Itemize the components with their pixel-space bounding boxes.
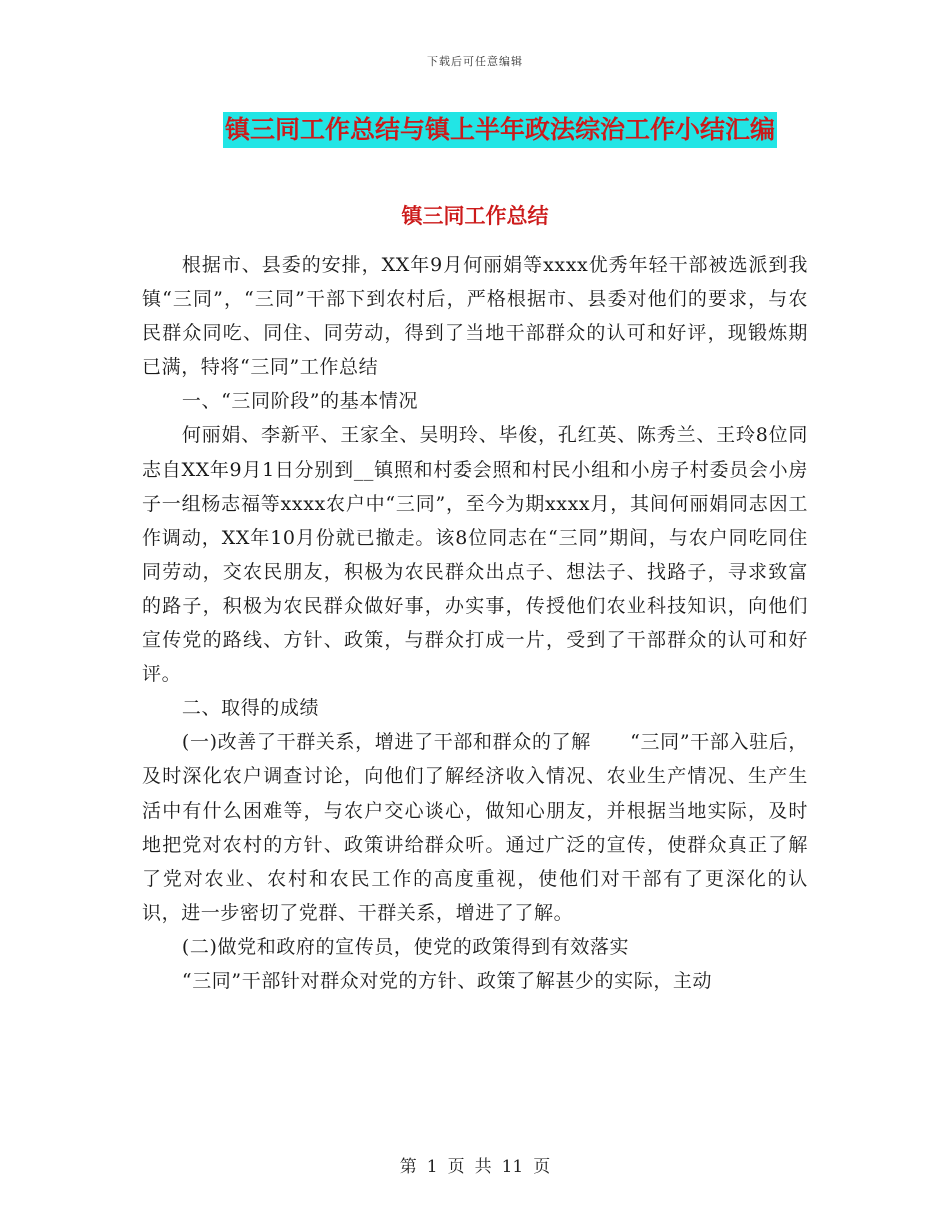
subheading-propaganda: (二)做党和政府的宣传员，使党的政策得到有效落实 <box>181 935 630 958</box>
footer-total-prefix: 共 <box>474 1157 492 1177</box>
document-title: 镇三同工作总结与镇上半年政法综治工作小结汇编 <box>223 112 777 148</box>
heading-achievements: 二、取得的成绩 <box>181 697 320 720</box>
page-number: 1 <box>426 1157 438 1177</box>
section-title: 镇三同工作总结 <box>401 204 549 228</box>
document-body <box>142 248 808 998</box>
heading-basic-situation: 一、“三同阶段”的基本情况 <box>181 390 419 413</box>
page-footer <box>0 1152 950 1177</box>
page-header-note: 下载后可任意编辑 <box>427 55 523 68</box>
document-title-container <box>0 112 950 148</box>
footer-mid: 页 <box>447 1157 465 1177</box>
page-total: 11 <box>501 1157 524 1177</box>
footer-prefix: 第 <box>399 1157 417 1177</box>
paragraph: 何丽娟、李新平、王家全、吴明玲、毕俊，孔红英、陈秀兰、王玲8位同志自XX年9月1日分别到__镇照和村委会照和村民小组和小房子村委员会小房子一组杨志福等xxxx农户中“三同”，至今为期xxxx月，其间何丽娟同志因工作调动，XX年10月份就已撤走。该8位同志在“三同”期间，与农户同吃同住同劳动，交农民朋友，积极为农民群众出点子、想法子、找路子，寻求致富的路子，积极为农民群众做好事，办实事，传授他们农业科技知识，向他们宣传党的路线、方针、政策，与群众打成一片，受到了干部群众的认可和好评。 <box>142 424 808 686</box>
paragraph: 根据市、县委的安排，XX年9月何丽娟等xxxx优秀年轻干部被选派到我镇“三同”，“三同”干部下到农村后，严格根据市、县委对他们的要求，与农民群众同吃、同住、同劳动，得到了当地干部群众的认可和好评，现锻炼期已满，特将“三同”工作总结 <box>142 254 808 379</box>
footer-suffix: 页 <box>533 1157 551 1177</box>
paragraph: “三同”干部针对群众对党的方针、政策了解甚少的实际，主动 <box>181 969 713 992</box>
paragraph: (一)改善了干群关系，增进了干部和群众的了解 “三同”干部入驻后，及时深化农户调查讨论，向他们了解经济收入情况、农业生产情况、生产生活中有什么困难等，与农户交心谈心，做知心朋友，并根据当地实际，及时地把党对农村的方针、政策讲给群众听。通过广泛的宣传，使群众真正了解了党对农业、农村和农民工作的高度重视，使他们对干部有了更深化的认识，进一步密切了党群、干群关系，增进了了解。 <box>142 731 808 924</box>
